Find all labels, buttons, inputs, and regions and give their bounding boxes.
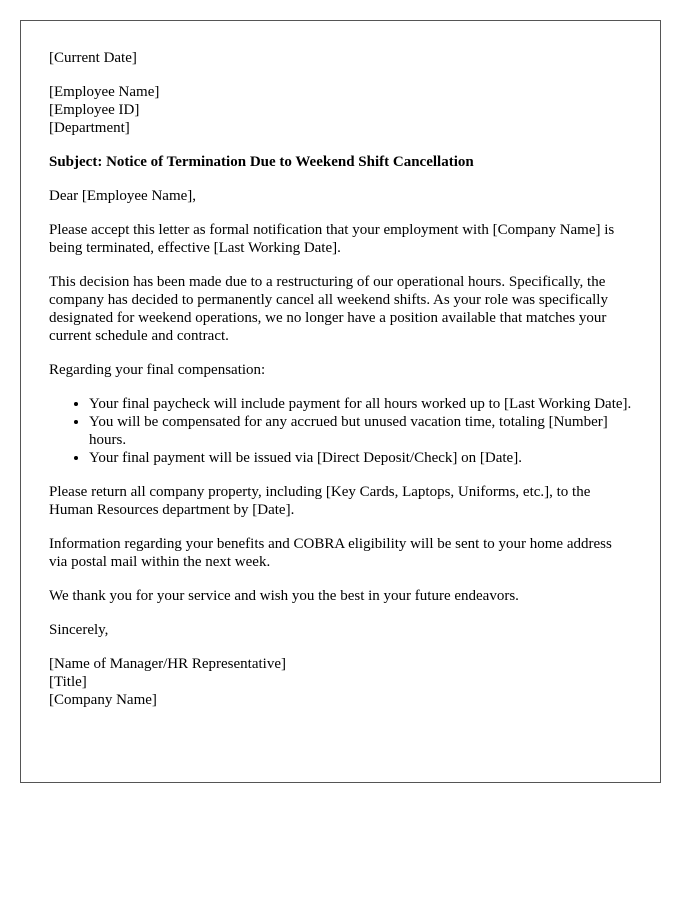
department: [Department] <box>49 120 130 136</box>
compensation-list <box>49 395 632 467</box>
salutation: Dear [Employee Name], <box>49 188 197 204</box>
signer-title: [Title] <box>49 674 87 690</box>
signoff: Sincerely, <box>49 622 109 638</box>
body-paragraph: Information regarding your benefits and COBRA eligibility will be sent to your home address via postal mail within the next week. <box>49 536 612 570</box>
list-item: • Your final paycheck will include payment for all hours worked up to [Last Working Date]. <box>89 395 632 413</box>
signer-name: [Name of Manager/HR Representative] <box>49 656 286 672</box>
list-item: • You will be compensated for any accrued but unused vacation time, totaling [Number] hours. <box>89 413 632 449</box>
body-paragraph: Please accept this letter as formal notification that your employment with [Company Name] is being terminated, effective [Last Working Date]. <box>49 222 615 256</box>
recipient-block <box>49 83 632 137</box>
subject-line: Subject: Notice of Termination Due to Weekend Shift Cancellation <box>49 154 474 170</box>
letter-date: [Current Date] <box>49 50 137 66</box>
body-paragraph: Regarding your final compensation: <box>49 362 266 378</box>
signature-block <box>49 655 632 709</box>
body-paragraph: This decision has been made due to a restructuring of our operational hours. Specifically, the company has decided to permanently cancel all weekend shifts. As your role was specifically designated for weekend operations, we no longer have a position available that matches your current schedule and contract. <box>49 274 608 344</box>
employee-id: [Employee ID] <box>49 102 140 118</box>
list-item: • Your final payment will be issued via [Direct Deposit/Check] on [Date]. <box>89 449 632 467</box>
body-paragraph: Please return all company property, including [Key Cards, Laptops, Uniforms, etc.], to the Human Resources department by [Date]. <box>49 484 591 518</box>
employee-name: [Employee Name] <box>49 84 160 100</box>
company-name: [Company Name] <box>49 692 157 708</box>
body-paragraph: We thank you for your service and wish you the best in your future endeavors. <box>49 588 519 604</box>
letter <box>20 20 661 783</box>
